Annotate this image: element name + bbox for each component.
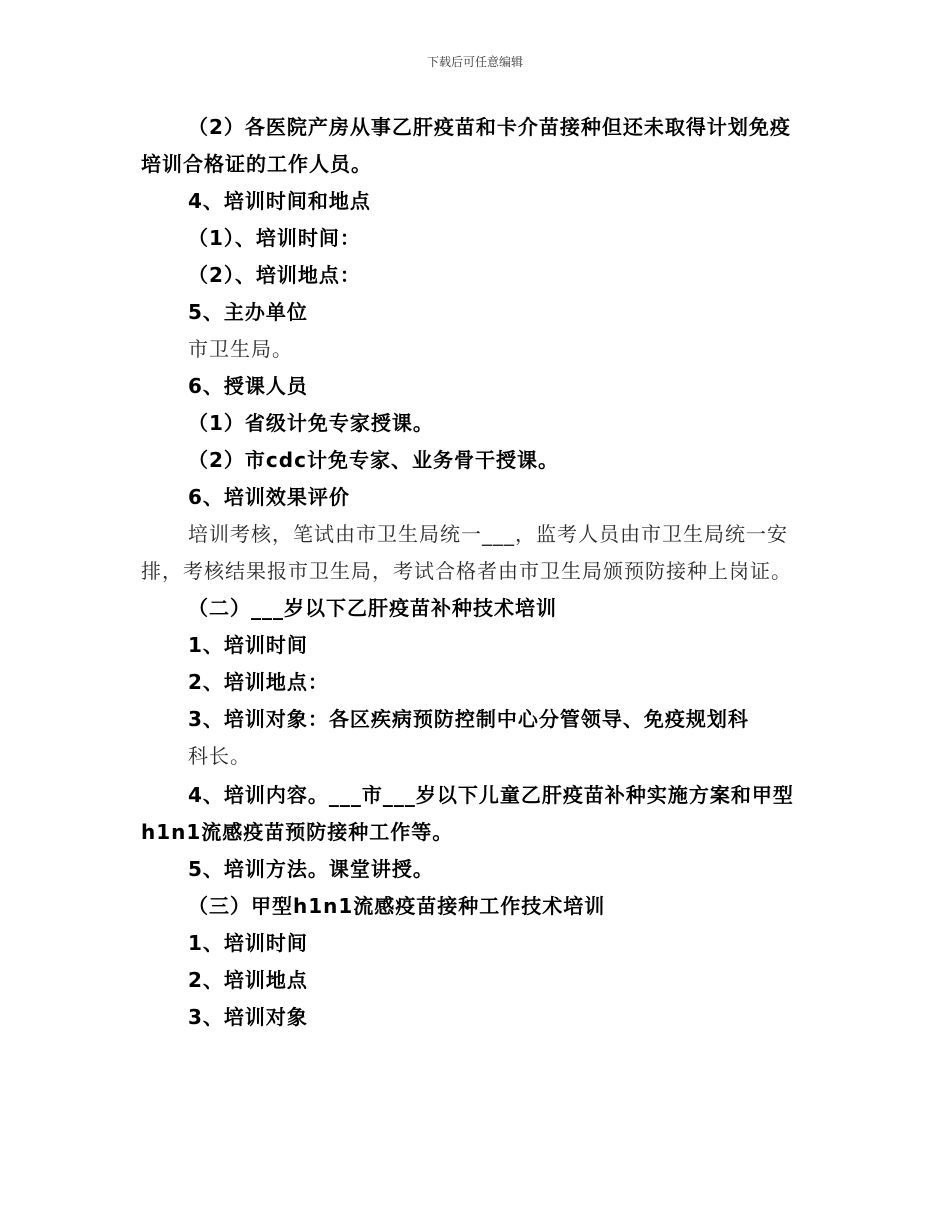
text-line: 2、培训地点： [188, 670, 329, 694]
text-line: （2）、培训地点： [188, 263, 361, 287]
text-line: 排，考核结果报市卫生局，考试合格者由市卫生局颁预防接种上岗证。 [141, 559, 792, 583]
text-line: h1n1流感疫苗预防接种工作等。 [141, 820, 454, 844]
section-heading: （三）甲型h1n1流感疫苗接种工作技术培训 [188, 894, 606, 918]
section-heading: 6、授课人员 [188, 374, 308, 398]
section-heading: 5、主办单位 [188, 300, 308, 324]
text-line: 1、培训时间 [188, 931, 308, 955]
section-heading: 4、培训时间和地点 [188, 189, 371, 213]
text-line: （1）省级计免专家授课。 [188, 411, 434, 435]
text-line: （2）各医院产房从事乙肝疫苗和卡介苗接种但还未取得计划免疫 [188, 115, 791, 139]
text-line: （1）、培训时间： [188, 226, 361, 250]
section-heading: （二）___岁以下乙肝疫苗补种技术培训 [188, 596, 557, 620]
text-line: （2）市cdc计免专家、业务骨干授课。 [188, 448, 559, 472]
text-line: 培训合格证的工作人员。 [141, 152, 372, 176]
page-header: 下载后可任意编辑 [426, 55, 523, 69]
text-line: 1、培训时间 [188, 633, 308, 657]
section-heading: 6、培训效果评价 [188, 485, 350, 509]
text-line: 3、培训对象：各区疾病预防控制中心分管领导、免疫规划科 [188, 707, 749, 731]
text-line: 3、培训对象 [188, 1005, 308, 1029]
text-line: 4、培训内容。___市___岁以下儿童乙肝疫苗补种实施方案和甲型 [188, 783, 794, 807]
text-line: 2、培训地点 [188, 968, 308, 992]
text-line: 市卫生局。 [188, 337, 293, 361]
text-line: 培训考核，笔试由市卫生局统一___，监考人员由市卫生局统一安 [188, 522, 788, 546]
text-line: 5、培训方法。课堂讲授。 [188, 857, 434, 881]
text-line: 科长。 [188, 744, 251, 768]
